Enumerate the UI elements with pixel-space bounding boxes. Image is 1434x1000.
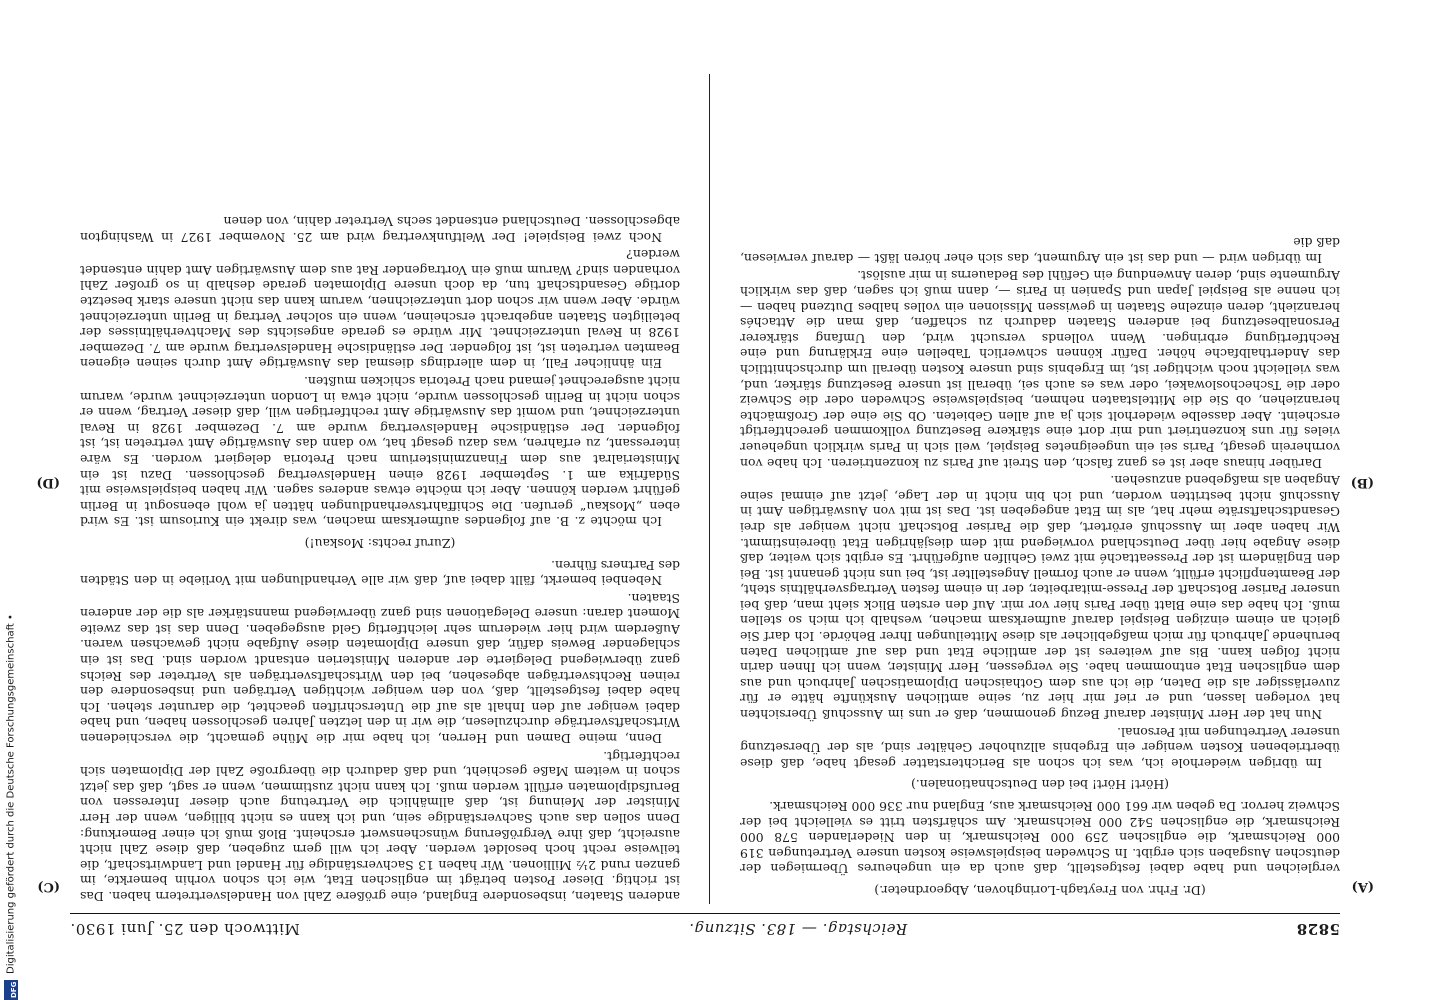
left-column-paragraph: Darüber hinaus aber ist es ganz falsch, den Streit auf Paris zu konzentrieren. Ich habe von vornherein gesagt, Paris sei ein ungeeignetes Beispiel, weil sich in Paris wirklich ungeheuer vieles für uns konzentriert und mir dort eine stärkere Besetzung vollkommen gerechtfertigt erscheint. Aber dasselbe wiederholt sich ja auf allen Gebieten. Ob Sie eine der Großmächte heranziehen, ob Sie die Mittelstaaten nehmen, beispielsweise Schweden oder die Schweiz oder die Tschechoslowakei, oder was es auch sei, überall ist unsere Besetzung stärker, und, was vielleicht noch wichtiger ist, im Ergebnis sind unsere Kosten überall um durchschnittlich das Anderthalbfache höher. Dafür können schwerlich Tabellen eine Erklärung und eine Rechtfertigung erbringen. Wenn vollends versucht wird, den Umfang stärkerer Personalbesetzung bei anderen Staaten dadurch zu schaffen, daß man die Attachés heranzieht, deren einzelne Staaten in gewissen Missionen ein volles halbes Dutzend haben — ich nenne als Beispiel Japan und Spanien in Paris —, dann muß ich sagen, daß das wirklich Argumente sind, deren Anwendung ein Gefühl des Bedauerns in mir auslöst. <box>740 268 1340 471</box>
document-page <box>36 60 1374 960</box>
page-header <box>70 918 1340 940</box>
right-column <box>80 74 680 904</box>
header-rule <box>70 913 1340 914</box>
right-column-paragraph: Nebenbei bemerkt, fällt dabei auf, daß wir alle Verhandlungen mit Vorliebe in den Städten des Partners führen. <box>80 557 680 589</box>
left-column-paragraph: vergleichen und habe dabei festgestellt, daß auch da ein ungeheures Übermiegen der deutschen Ausgaben sich ergibt. In Schweden beispielsweise kosten unsere Vertretungen 319 000 Reichsmark, die englischen 259 000 Reichsmark, in den Niederlanden 578 000 Reichsmark, die englischen 542 000 Reichsmark. Am schärfsten tritt es vielleicht bei der Schweiz hervor. Da geben wir 661 000 Reichsmark aus, England nur 336 000 Reichsmark. <box>740 799 1340 877</box>
left-column-paragraph: (Dr. Frhr. von Freytagh-Loringhoven, Abgeordneter.) <box>874 883 1206 898</box>
session-title: Reichstag. — 183. Sitzung. <box>688 920 908 938</box>
left-column <box>740 74 1340 904</box>
left-column-paragraph: Im übrigen wiederhole ich, was ich schon als Berichterstatter gesagt habe, daß diese übertriebenen Kosten weniger ein Ergebnis allzuhoher Gehälter sind, als der Übersetzung unserer Vertretungen mit Personal. <box>740 724 1340 771</box>
left-column-paragraph: Im übrigen wird — und das ist ein Argument, das sich eher hören läßt — darauf verwiesen, daß die <box>740 235 1340 266</box>
dfg-logo: DFG <box>4 980 18 1000</box>
right-column-paragraph: (Zuruf rechts: Moskau!) <box>304 535 456 551</box>
margin-mark-a: (A) <box>1351 879 1374 894</box>
right-column-paragraph: Noch zwei Beispiele! Der Weltfunkvertrag wird am 25. November 1927 in Washington abgeschlossen. Deutschland entsendet sechs Vertreter dahin, von denen <box>80 214 680 245</box>
column-divider <box>709 74 710 904</box>
margin-mark-d: (D) <box>36 475 60 490</box>
session-date: Mittwoch den 25. Juni 1930. <box>70 920 300 938</box>
margin-mark-b: (B) <box>1350 475 1374 490</box>
right-column-paragraph: Denn, meine Damen und Herren, ich habe mir die Mühe gemacht, die verschiedenen Wirtschaftsverträge durchzulesen, die wir in den letzten Jahren geschlossen haben, und habe dabei weniger auf den Inhalt als auf die Unterschriften geachtet, die darunter stehen. Ich habe dabei festgestellt, daß, von den weniger wichtigen Verträgen und insbesondere den reinen Rechtsverträgen abgesehen, bei den Wirtschaftsverträgen als Vertreter des Reichs ganz überwiegend Delegierte der anderen Ministerien entsandt worden sind. Das ist ein schlagender Beweis dafür, daß unsere Diplomaten diese Aufgabe nicht gewachsen waren. Außerdem wird hier wiederum sehr leichtfertig Geld ausgegeben. Denn das ist das zweite Moment daran: unsere Delegationen sind ganz überwiegend mannstärker als die der anderen Staaten. <box>80 590 680 747</box>
digitization-note <box>2 0 20 1000</box>
margin-mark-c: (C) <box>37 879 60 894</box>
digitization-text: Digitalisierung gefördert durch die Deutsche Forschungsgemeinschaft • <box>5 614 17 974</box>
right-column-paragraph: Ich möchte z. B. auf folgendes aufmerksam machen, was direkt ein Kuriosum ist. Es wird eben „Moskau“ gerufen. Die Schiffahrtsverhandlungen hätten ja wohl ebensogut in Berlin geführt werden können. Aber ich möchte etwas anderes sagen. Wir haben beispielsweise mit Südafrika am 1. September 1928 einen Handelsvertrag geschlossen. Dazu ist ein Ministerialrat aus dem Finanzministerium nach Pretoria delegiert worden. Es wäre interessant, zu erfahren, was dazu gesagt hat, wo dann das Auswärtige Amt vertreten ist, ist folgender. Der estländische Handelsvertrag wurde am 7. Dezember 1928 in Reval unterzeichnet, und womit das Auswärtige Amt rechtfertigen will, daß dieser Vertrag, wenn er schon nicht in Berlin geschlossen wurde, nicht etwa in London unterzeichnet wurde, warum nicht ausgerechnet jemand nach Pretoria schicken mußten. <box>80 374 680 530</box>
right-column-paragraph: anderen Staaten, insbesondere England, eine größere Zahl von Handelsvertretern haben. Das ist richtig. Dieser Posten beträgt im englischen Etat, wie ich schon vorhin bemerkte, im ganzen rund 2½ Millionen. Wir haben 13 Sachverständige für Handel und Landwirtschaft, die teilweise recht hoch besoldet werden. Aber ich will gern zugeben, daß diese Zahl nicht ausreicht, daß ihre Vergrößerung wünschenswert erscheint. Bloß muß ich einer Bemerkung: Denn sollen das auch Sachverständige sein, und ich kann es nicht billigen, wenn der Herr Minister der Meinung ist, daß allmählich die Vertretung auch dieser Interessen von Berufsdiplomaten erfüllt werden muß. Ich kann nicht zustimmen, wenn er sagt, daß das jetzt schon in weitem Maße geschieht, und daß dadurch die übergroße Zahl der Diplomaten sich rechtfertigt. <box>80 748 680 904</box>
left-column-paragraph: (Hört! Hört! bei den Deutschnationalen.) <box>910 777 1170 793</box>
left-column-paragraph: Nun hat der Herr Minister darauf Bezug genommen, daß er uns im Ausschuß Übersichten hat vorlegen lassen, und er rief mir hier zu, seine amtlichen Auskünfte hätte er für zuverlässiger als die Daten, die ich aus dem Gothaischen Diplomatischen Jahrbuch und aus dem englischen Etat entnommen habe. Sie vergessen, Herr Minister, wenn ich Ihnen darin nicht folgen kann. Bis auf weiteres ist der amtliche Etat und das auf amtlichen Daten beruhende Jahrbuch für mich maßgeblicher als diese Mitteilungen Ihrer Behörde. Ich darf Sie gleich an einem einzigen Beispiel darauf aufmerksam machen, weshalb ich mich so stellen muß. Ich habe das eine Blatt über Paris hier vor mir. Auf den ersten Blick sieht man, daß bei unserer Pariser Botschaft der Presse-mitarbeiter, der in einem festen Vertragsverhältnis steht, der Beamtenpflicht erfüllt, wenn er auch formell Angestellter ist, bei uns nicht genannt ist. Bei den Engländern ist der Presseattaché mit zwei Gehilfen aufgeführt. Es ergibt sich weiter, daß diese Angabe hier über Deutschland vorwiegend mit dem diesjährigen Etat übereinstimmt. Wir haben aber im Ausschuß erörtert, daß die Pariser Botschaft nicht weniger als drei Gesandtschaftsräte mehr hat, als im Etat angegeben ist. Das ist mit von Auswärtigen Amt in Ausschuß nicht bestritten worden, und ich bin nicht in der Lage, jetzt auf einmal seine Angaben als maßgebend anzusehen. <box>740 473 1340 723</box>
page-number: 5828 <box>1296 920 1340 938</box>
right-column-paragraph: Ein ähnlicher Fall, in dem allerdings diesmal das Auswärtige Amt durch seinen eigenen Beamten vertreten ist, ist folgender. Der estländische Handelsvertrag wurde am 7. Dezember 1928 in Reval unterzeichnet. Mir würde es gerade angesichts des Machtverhältnisses der beteiligten Staaten angebracht erscheinen, wenn ein solcher Vertrag in Berlin unterzeichnet würde. Aber wenn wir schon dort unterzeichnen, warum kann das nicht unsere stark besetzte dortige Gesandtschaft tun, da doch unsere Diplomaten gerade deshalb in so großer Zahl vorhanden sind? Warum muß ein Vortragender Rat aus dem Auswärtigen Amt dahin entsendet werden? <box>80 247 680 372</box>
